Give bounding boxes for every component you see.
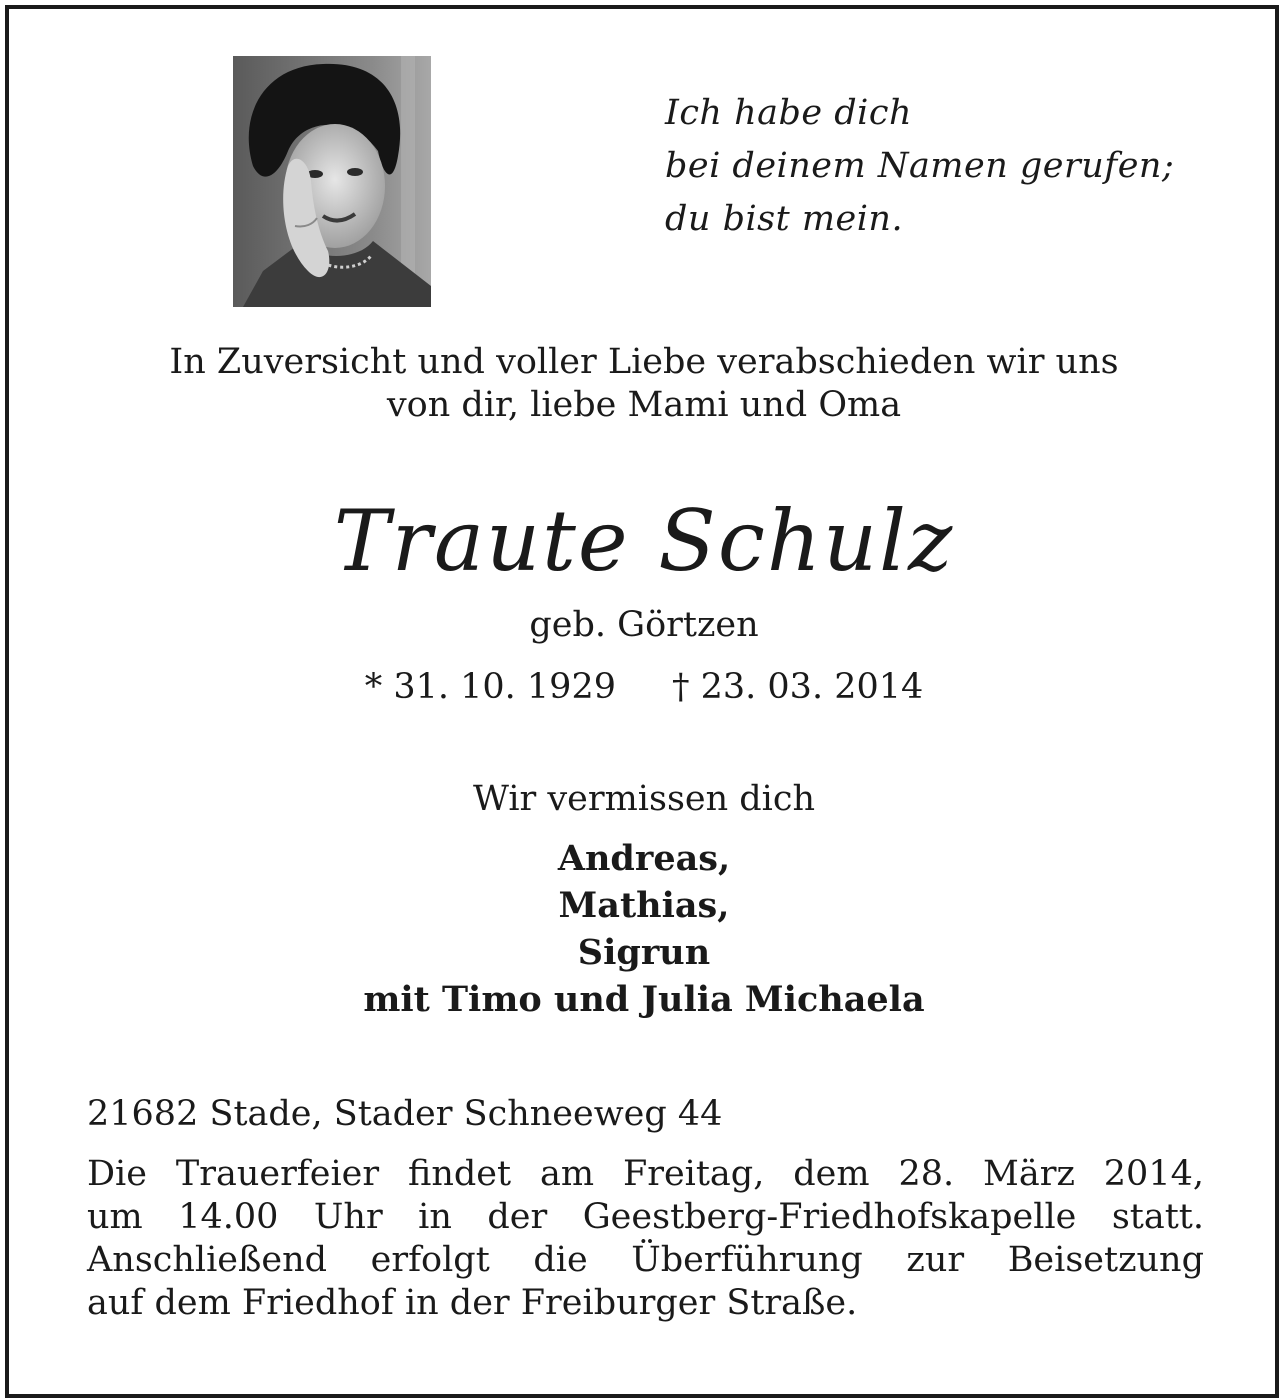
funeral-info-line: Anschließend erfolgt die Überführung zur Beisetzung [87,1240,1204,1280]
mourner-name: mit Timo und Julia Michaela [363,979,925,1020]
funeral-info [87,1153,1204,1325]
verse-line: du bist mein. [665,199,904,239]
birth-date: * 31. 10. 1929 [364,667,616,707]
funeral-info-line: Die Trauerfeier findet am Freitag, dem 28. März 2014, [87,1154,1204,1194]
bible-verse [665,87,1245,246]
portrait-photo [233,56,431,307]
mourners-heading: Wir vermissen dich [472,779,816,819]
farewell-intro [9,341,1279,427]
funeral-info-line: um 14.00 Uhr in der Geestberg-Friedhofskapelle statt. [87,1197,1204,1237]
mourners-list [9,835,1279,1023]
death-date: † 23. 03. 2014 [672,667,924,707]
obituary-frame [5,5,1279,1398]
deceased-name: Traute Schulz [333,492,955,590]
funeral-info-line: auf dem Friedhof in der Freiburger Straße. [87,1283,858,1323]
verse-line: Ich habe dich [665,93,912,133]
intro-line: In Zuversicht und voller Liebe verabschieden wir uns [169,342,1119,382]
mourner-name: Andreas, [557,838,731,879]
intro-line: von dir, liebe Mami und Oma [386,385,902,425]
birth-name: geb. Görtzen [529,605,759,645]
mourner-name: Sigrun [577,932,711,973]
mourner-name: Mathias, [558,885,730,926]
verse-line: bei deinem Namen gerufen; [665,146,1175,186]
life-dates [9,665,1279,709]
family-address: 21682 Stade, Stader Schneeweg 44 [87,1094,723,1134]
